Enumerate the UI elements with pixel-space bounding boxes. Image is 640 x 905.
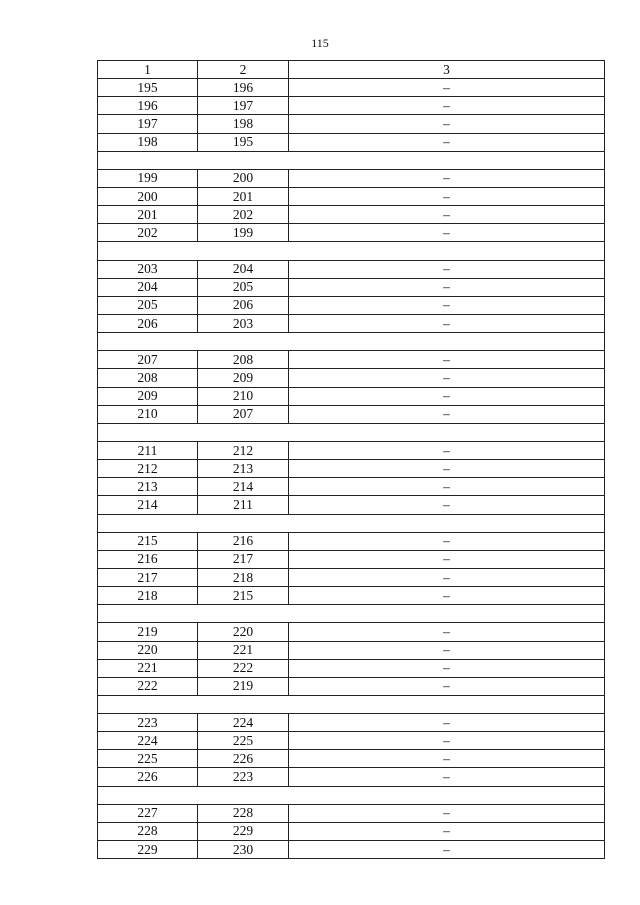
cell-col-3: – [289,841,605,859]
group-separator-row [98,333,605,351]
cell-col-1: 213 [98,478,198,496]
cell-col-3: – [289,206,605,224]
cell-col-1: 223 [98,714,198,732]
cell-col-3: – [289,623,605,641]
group-separator-row [98,695,605,713]
cell-col-1: 207 [98,351,198,369]
cell-col-1: 204 [98,278,198,296]
cell-col-3: – [289,677,605,695]
column-header-2: 2 [198,61,289,79]
cell-col-3: – [289,714,605,732]
cell-col-2: 206 [198,296,289,314]
table-row [98,278,605,296]
cell-col-3: – [289,351,605,369]
cell-col-3: – [289,460,605,478]
cell-col-2: 208 [198,351,289,369]
column-header-3: 3 [289,61,605,79]
separator-cell [98,695,605,713]
cell-col-2: 204 [198,260,289,278]
cell-col-1: 205 [98,296,198,314]
table-row [98,115,605,133]
group-separator-row [98,514,605,532]
cell-col-1: 229 [98,841,198,859]
cell-col-3: – [289,641,605,659]
cell-col-1: 196 [98,97,198,115]
cell-col-2: 225 [198,732,289,750]
header-row [98,61,605,79]
cell-col-2: 215 [198,587,289,605]
cell-col-2: 214 [198,478,289,496]
cell-col-2: 230 [198,841,289,859]
cell-col-2: 202 [198,206,289,224]
group-separator-row [98,242,605,260]
table-row [98,623,605,641]
cell-col-3: – [289,478,605,496]
cell-col-2: 220 [198,623,289,641]
cell-col-2: 226 [198,750,289,768]
cell-col-2: 210 [198,387,289,405]
cell-col-1: 224 [98,732,198,750]
separator-cell [98,786,605,804]
column-header-1: 1 [98,61,198,79]
cell-col-1: 212 [98,460,198,478]
table-row [98,568,605,586]
cell-col-3: – [289,387,605,405]
cell-col-2: 211 [198,496,289,514]
cell-col-1: 198 [98,133,198,151]
cell-col-3: – [289,314,605,332]
cell-col-1: 216 [98,550,198,568]
cell-col-1: 228 [98,822,198,840]
cell-col-2: 224 [198,714,289,732]
cell-col-2: 213 [198,460,289,478]
cell-col-1: 203 [98,260,198,278]
table-row [98,97,605,115]
cell-col-1: 221 [98,659,198,677]
page-number: 115 [311,36,329,50]
table-row [98,260,605,278]
cell-col-1: 226 [98,768,198,786]
cell-col-1: 214 [98,496,198,514]
cell-col-1: 208 [98,369,198,387]
table-row [98,187,605,205]
table-row [98,296,605,314]
cell-col-1: 202 [98,224,198,242]
cell-col-1: 197 [98,115,198,133]
cell-col-3: – [289,496,605,514]
table-row [98,224,605,242]
group-separator-row [98,786,605,804]
group-separator-row [98,423,605,441]
cell-col-1: 222 [98,677,198,695]
cell-col-1: 211 [98,441,198,459]
group-separator-row [98,605,605,623]
cell-col-1: 227 [98,804,198,822]
cell-col-3: – [289,441,605,459]
cell-col-3: – [289,296,605,314]
table-row [98,804,605,822]
separator-cell [98,514,605,532]
cell-col-3: – [289,659,605,677]
cell-col-1: 206 [98,314,198,332]
cell-col-3: – [289,133,605,151]
cell-col-2: 222 [198,659,289,677]
cell-col-1: 195 [98,79,198,97]
cell-col-1: 199 [98,169,198,187]
cell-col-3: – [289,224,605,242]
table-row [98,496,605,514]
table-row [98,841,605,859]
cell-col-2: 216 [198,532,289,550]
cell-col-2: 201 [198,187,289,205]
cell-col-3: – [289,568,605,586]
cell-col-1: 201 [98,206,198,224]
cell-col-1: 209 [98,387,198,405]
cell-col-3: – [289,587,605,605]
table-row [98,768,605,786]
cell-col-2: 207 [198,405,289,423]
cell-col-3: – [289,278,605,296]
group-separator-row [98,151,605,169]
cell-col-3: – [289,405,605,423]
table-row [98,659,605,677]
table-row [98,133,605,151]
cell-col-3: – [289,822,605,840]
cell-col-1: 210 [98,405,198,423]
table-row [98,369,605,387]
data-table [97,60,605,859]
cell-col-2: 223 [198,768,289,786]
separator-cell [98,423,605,441]
table-row [98,750,605,768]
cell-col-3: – [289,115,605,133]
table-row [98,169,605,187]
separator-cell [98,333,605,351]
table-row [98,587,605,605]
cell-col-2: 199 [198,224,289,242]
table-row [98,79,605,97]
table-row [98,351,605,369]
cell-col-1: 225 [98,750,198,768]
cell-col-2: 218 [198,568,289,586]
table-row [98,822,605,840]
table-row [98,550,605,568]
separator-cell [98,242,605,260]
cell-col-1: 218 [98,587,198,605]
cell-col-1: 200 [98,187,198,205]
cell-col-2: 209 [198,369,289,387]
table-row [98,478,605,496]
separator-cell [98,605,605,623]
table-row [98,532,605,550]
table-header [98,61,605,79]
cell-col-3: – [289,97,605,115]
cell-col-2: 203 [198,314,289,332]
cell-col-3: – [289,79,605,97]
table-row [98,314,605,332]
table-row [98,714,605,732]
cell-col-3: – [289,750,605,768]
cell-col-2: 196 [198,79,289,97]
table-body [98,79,605,859]
cell-col-2: 217 [198,550,289,568]
cell-col-3: – [289,169,605,187]
cell-col-1: 217 [98,568,198,586]
cell-col-3: – [289,732,605,750]
cell-col-3: – [289,369,605,387]
cell-col-1: 220 [98,641,198,659]
table-row [98,460,605,478]
cell-col-1: 215 [98,532,198,550]
cell-col-2: 195 [198,133,289,151]
cell-col-2: 205 [198,278,289,296]
cell-col-3: – [289,187,605,205]
cell-col-2: 221 [198,641,289,659]
table-row [98,641,605,659]
cell-col-2: 200 [198,169,289,187]
table-row [98,206,605,224]
table-row [98,405,605,423]
table-row [98,677,605,695]
cell-col-3: – [289,532,605,550]
cell-col-3: – [289,550,605,568]
table-row [98,441,605,459]
cell-col-3: – [289,804,605,822]
cell-col-3: – [289,260,605,278]
table-row [98,732,605,750]
cell-col-2: 219 [198,677,289,695]
cell-col-2: 228 [198,804,289,822]
cell-col-2: 198 [198,115,289,133]
cell-col-2: 197 [198,97,289,115]
cell-col-2: 229 [198,822,289,840]
separator-cell [98,151,605,169]
cell-col-1: 219 [98,623,198,641]
table-row [98,387,605,405]
cell-col-2: 212 [198,441,289,459]
cell-col-3: – [289,768,605,786]
